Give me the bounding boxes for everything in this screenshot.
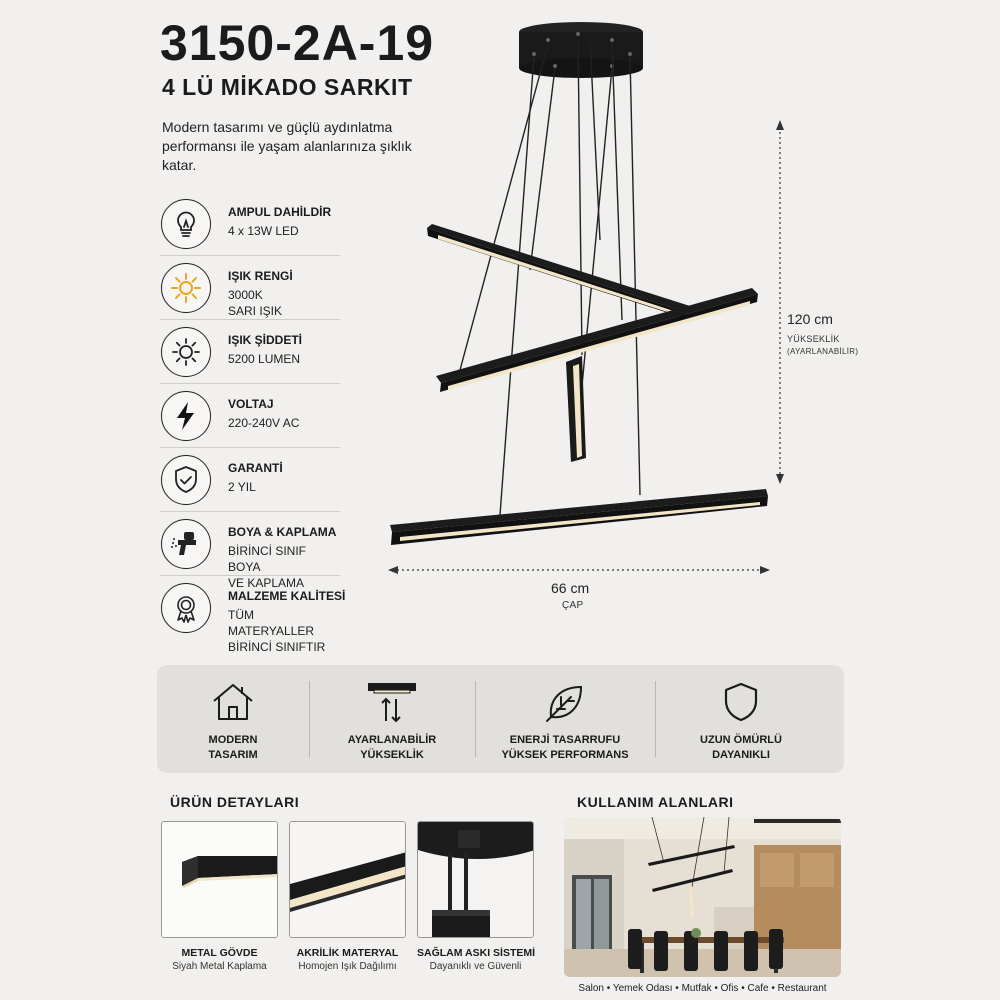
feature-value: 3000K SARI IŞIK (228, 288, 283, 318)
feature-title: BOYA & KAPLAMA (228, 525, 337, 539)
feature-title: AMPUL DAHİLDİR (228, 205, 332, 219)
house-icon (211, 681, 255, 728)
height-value: 120 cm (787, 311, 833, 327)
feature-title: IŞIK RENGİ (228, 269, 293, 283)
feature-value: BİRİNCİ SINIF BOYA VE KAPLAMA (228, 544, 307, 590)
detail-acrylic (289, 821, 406, 972)
feature-warranty (160, 448, 340, 512)
detail-sub: Siyah Metal Kaplama (172, 961, 267, 972)
adjustable-height-icon (366, 681, 418, 732)
metal-body-image (161, 821, 278, 938)
feature-title: GARANTİ (228, 461, 283, 475)
benefit-adjustable (309, 665, 475, 773)
width-value: 66 cm (551, 580, 590, 596)
usage-room-image (564, 817, 841, 977)
feature-value: TÜM MATERYALLER BİRİNCİ SINIFTIR (228, 608, 326, 654)
feature-value: 220-240V AC (228, 416, 300, 430)
bulb-icon (161, 199, 211, 249)
detail-sub: Dayanıklı ve Güvenli (429, 961, 522, 972)
shield-icon (722, 681, 760, 728)
feature-light-color (160, 256, 340, 320)
benefit-text: AYARLANABİLİR YÜKSEKLİK (347, 734, 437, 761)
detail-name: AKRİLİK MATERYAL (296, 947, 399, 959)
details-title: ÜRÜN DETAYLARI (170, 794, 300, 810)
feature-material (160, 576, 346, 654)
benefit-modern (157, 665, 309, 773)
feature-title: MALZEME KALİTESİ (228, 589, 346, 603)
usage-caption: Salon • Yemek Odası • Mutfak • Ofis • Cafe • Restaurant (578, 983, 827, 994)
benefit-text: MODERN TASARIM (208, 734, 258, 761)
height-note: (AYARLANABİLİR) (787, 347, 859, 356)
height-label: YÜKSEKLİK (787, 334, 840, 344)
brightness-icon (161, 327, 211, 377)
shield-check-icon (161, 455, 211, 505)
feature-bulb (160, 192, 340, 256)
feature-value: 2 YIL (228, 480, 256, 494)
usage-title: KULLANIM ALANLARI (577, 794, 734, 810)
detail-name: METAL GÖVDE (181, 947, 258, 959)
sun-icon (161, 263, 211, 313)
feature-title: IŞIK ŞİDDETİ (228, 333, 303, 347)
benefits-strip (157, 665, 844, 773)
detail-name: SAĞLAM ASKI SİSTEMİ (417, 947, 536, 959)
spray-gun-icon (161, 519, 211, 569)
product-description: Modern tasarımı ve güçlü aydınlatma performansı ile yaşam alanlarınıza şıklık katar. (162, 119, 412, 173)
detail-metal-body (161, 821, 278, 972)
detail-suspension (417, 821, 534, 972)
feature-paint (160, 512, 340, 590)
benefit-energy (475, 665, 655, 773)
feature-value: 4 x 13W LED (228, 224, 299, 238)
product-code: 3150-2A-19 (160, 15, 435, 71)
product-name: 4 LÜ MİKADO SARKIT (162, 74, 413, 100)
lightning-icon (161, 391, 211, 441)
feature-voltage (160, 384, 340, 448)
feature-intensity (160, 320, 340, 384)
feature-list (160, 192, 346, 654)
width-label: ÇAP (562, 600, 584, 611)
acrylic-material-image (289, 821, 406, 938)
suspension-system-image (417, 821, 534, 938)
benefit-text: ENERJİ TASARRUFU YÜKSEK PERFORMANS (501, 734, 629, 761)
benefit-text: UZUN ÖMÜRLÜ DAYANIKLI (700, 734, 782, 761)
leaf-icon (543, 681, 587, 730)
award-badge-icon (161, 583, 211, 633)
feature-title: VOLTAJ (228, 397, 274, 411)
benefit-durable (655, 665, 827, 773)
feature-value: 5200 LUMEN (228, 352, 301, 366)
detail-sub: Homojen Işık Dağılımı (298, 961, 397, 972)
